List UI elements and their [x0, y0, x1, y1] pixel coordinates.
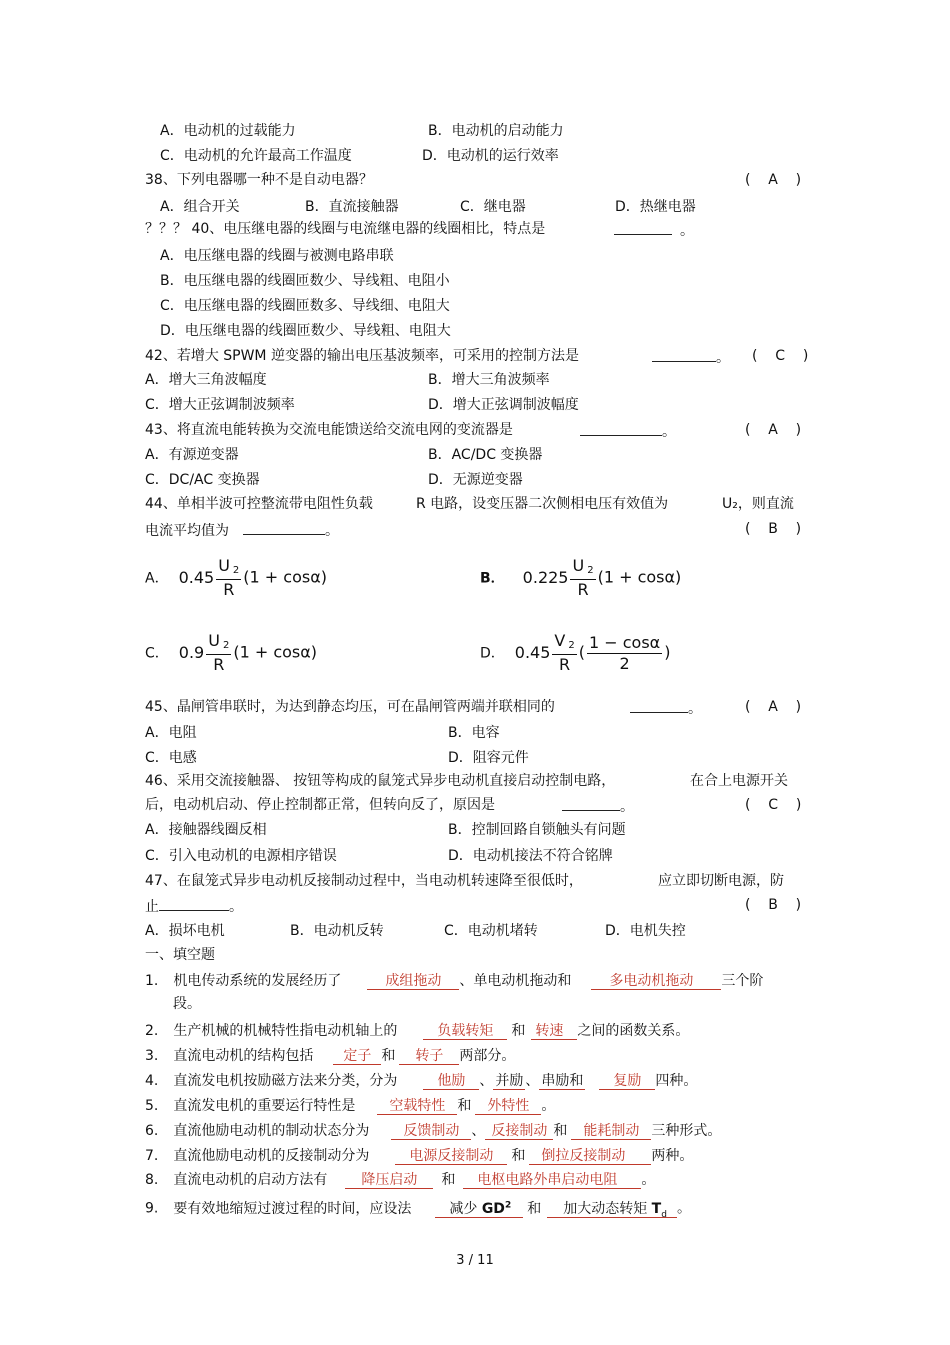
q42-answer: ( C ) [752, 348, 809, 364]
q45-option-b: B．电容 [448, 725, 500, 741]
q38-option-a: A．组合开关 [160, 199, 240, 215]
q43-option-c: C．DC/AC 变换器 [145, 472, 260, 488]
fill-item-6: 6. 直流他励电动机的制动状态分为 反馈制动 、 反接制动 和 能耗制动 三种形式。 [145, 1123, 722, 1139]
q42-option-d: D．增大正弦调制波幅度 [428, 397, 579, 413]
q47-text-1: 47、在鼠笼式异步电动机反接制动过程中，当电动机转速降至很低时， [145, 873, 583, 889]
fill-item-5: 5. 直流发电机的重要运行特性是 空载特性 和 外特性 。 [145, 1098, 556, 1114]
fill-item-9: 9. 要有效地缩短过渡过程的时间，应设法 减少 $GD^2$ 和 加大动态转矩 $T_d$ 。 [145, 1200, 691, 1220]
q44-text-2: R 电路，设变压器二次侧相电压有效值为 [416, 496, 669, 512]
q47-answer: ( B ) [745, 897, 802, 913]
q46-text-3: 后，电动机启动、停止控制都正常，但转向反了，原因是 [145, 797, 495, 813]
q43-option-b: B．AC/DC 变换器 [428, 447, 543, 463]
q38-text: 38、下列电器哪一种不是自动电器？ [145, 172, 373, 188]
q47-option-c: C．电动机堵转 [444, 923, 538, 939]
q45-option-c: C．电感 [145, 750, 197, 766]
q38-option-b: B．直流接触器 [305, 199, 399, 215]
q47-text-2: 应立即切断电源，防 [658, 873, 784, 889]
prev-option-a: A．电动机的过载能力 [160, 123, 296, 139]
q38-option-c: C．继电器 [460, 199, 526, 215]
q43-answer: ( A ) [745, 422, 802, 438]
q44-text-1: 44、单相半波可控整流带电阻性负载 [145, 496, 373, 512]
q46-answer: ( C ) [745, 797, 802, 813]
q47-option-d: D．电机失控 [605, 923, 686, 939]
q45-text: 45、晶闸管串联时，为达到静态均压，可在晶闸管两端并联相同的 [145, 699, 555, 715]
prev-option-d: D．电动机的运行效率 [422, 148, 559, 164]
q40-option-a: A．电压继电器的线圈与被测电路串联 [160, 248, 394, 264]
fill-item-2: 2. 生产机械的机械特性指电动机轴上的 负载转矩 和 转速 之间的函数关系。 [145, 1023, 690, 1039]
section-heading: 一、填空题 [145, 947, 215, 963]
q46-blank: 。 [562, 796, 634, 816]
q44-text-4: 电流平均值为 。 [145, 520, 339, 540]
q44-text-3: U₂，则直流 [722, 496, 794, 512]
q43-blank: 。 [580, 421, 676, 441]
q38-answer: ( A ) [745, 172, 802, 188]
fill-item-3: 3. 直流电动机的结构包括 定子 和 转子 两部分。 [145, 1048, 516, 1064]
q42-option-c: C．增大正弦调制波频率 [145, 397, 295, 413]
q46-option-c: C．引入电动机的电源相序错误 [145, 848, 337, 864]
q44-option-a: A． 0.45 $\frac{U 2}{R}$ (1 + cosα) [145, 556, 328, 599]
q45-answer: ( A ) [745, 699, 802, 715]
q42-option-b: B．增大三角波频率 [428, 372, 550, 388]
q44-answer: ( B ) [745, 521, 802, 537]
q45-blank: 。 [630, 698, 702, 718]
fill-item-1-cont: 段。 [173, 996, 201, 1012]
q46-text-1: 46、采用交流接触器、 按钮等构成的鼠笼式异步电动机直接启动控制电路， [145, 773, 616, 789]
q40-option-d: D．电压继电器的线圈匝数少、导线粗、电阻大 [160, 323, 451, 339]
fill-item-7: 7. 直流他励电动机的反接制动分为 电源反接制动 和 倒拉反接制动 两种。 [145, 1148, 694, 1164]
q44-option-b: B． 0.225 $\frac{U 2}{R}$ (1 + cosα) [480, 556, 682, 599]
q46-text-2: 在合上电源开关 [690, 773, 788, 789]
q43-text: 43、将直流电能转换为交流电能馈送给交流电网的变流器是 [145, 422, 513, 438]
q43-option-a: A．有源逆变器 [145, 447, 239, 463]
q38-option-d: D．热继电器 [615, 199, 696, 215]
fill-item-8: 8. 直流电动机的启动方法有 降压启动 和 电枢电路外串启动电阻 。 [145, 1172, 656, 1188]
fill-item-4: 4. 直流发电机按励磁方法来分类，分为 他励 、 并励 、 串励和 复励 四种。 [145, 1073, 698, 1089]
fill-item-1: 1. 机电传动系统的发展经历了 成组拖动 、单电动机拖动和 多电动机拖动 三个阶 [145, 973, 764, 989]
q44-option-c: C． 0.9 $\frac{U 2}{R}$ (1 + cosα) [145, 631, 318, 674]
q43-option-d: D．无源逆变器 [428, 472, 523, 488]
q44-option-d: D． 0.45 $\frac{V 2}{R}$ ( $\frac{1 - \cos\alpha}{2}$ ) [480, 631, 671, 674]
q42-text: 42、若增大 SPWM 逆变器的输出电压基波频率，可采用的控制方法是 [145, 348, 579, 364]
q42-blank: 。 [652, 347, 730, 367]
q46-option-b: B．控制回路自锁触头有问题 [448, 822, 626, 838]
q42-option-a: A．增大三角波幅度 [145, 372, 267, 388]
prev-option-c: C．电动机的允许最高工作温度 [160, 148, 352, 164]
prev-option-b: B．电动机的启动能力 [428, 123, 564, 139]
q46-option-d: D．电动机接法不符合铭牌 [448, 848, 613, 864]
q40-option-b: B．电压继电器的线圈匝数少、导线粗、电阻小 [160, 273, 450, 289]
page-number: 3 / 11 [456, 1253, 494, 1268]
q40-blank: 。 [614, 220, 694, 240]
q46-option-a: A．接触器线圈反相 [145, 822, 267, 838]
q45-option-a: A．电阻 [145, 725, 197, 741]
q47-text-3: 止 。 [145, 896, 243, 916]
q47-option-a: A．损坏电机 [145, 923, 225, 939]
q40-text: ？？？ 40、电压继电器的线圈与电流继电器的线圈相比，特点是 [145, 221, 546, 237]
q45-option-d: D．阻容元件 [448, 750, 529, 766]
q40-option-c: C．电压继电器的线圈匝数多、导线细、电阻大 [160, 298, 450, 314]
q47-option-b: B．电动机反转 [290, 923, 384, 939]
